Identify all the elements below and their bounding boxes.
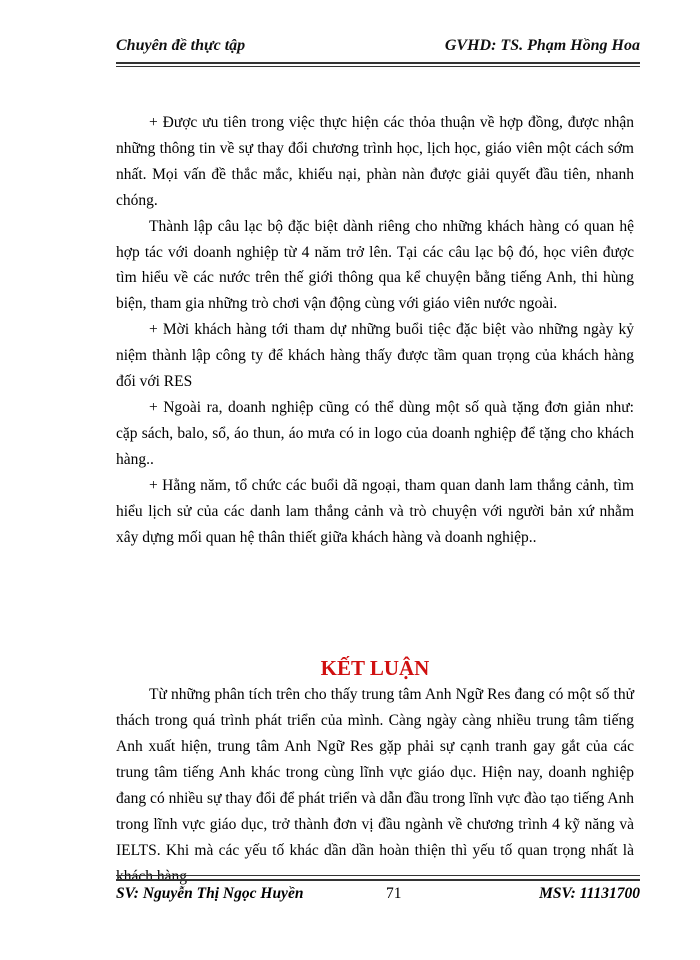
- page-header: [116, 36, 640, 56]
- paragraph-club: Thành lập câu lạc bộ đặc biệt dành riêng cho những khách hàng có quan hệ hợp tác với doanh nghiệp từ 4 năm trở lên. Tại các câu lạc bộ đó, học viên được tìm hiểu về các nước trên thế giới thông qua kể chuyện bằng tiếng Anh, thi hùng biện, tham gia những trò chơi vận động cùng với giáo viên nước ngoài.: [116, 217, 634, 313]
- conclusion-heading: KẾT LUẬN: [320, 656, 430, 681]
- page-number: 71: [386, 885, 402, 902]
- footer-student-id: MSV: 11131700: [539, 885, 640, 902]
- header-rule-thin: [116, 66, 640, 67]
- header-rule: [116, 62, 640, 64]
- page-body: [116, 110, 634, 890]
- paragraph-gifts: + Ngoài ra, doanh nghiệp cũng có thể dùng một số quà tặng đơn giản như: cặp sách, balo, sổ, áo thun, áo mưa có in logo của doanh nghiệp để tặng cho khách hàng..: [116, 398, 634, 468]
- footer-rule-thin: [116, 875, 640, 876]
- paragraph-priority: + Được ưu tiên trong việc thực hiện các thỏa thuận về hợp đồng, được nhận những thông tin về sự thay đổi chương trình học, lịch học, giáo viên một cách sớm nhất. Mọi vấn đề thắc mắc, khiếu nại, phàn nàn được giải quyết đầu tiên, nhanh chóng.: [116, 114, 634, 209]
- header-topic: Chuyên đề thực tập: [116, 37, 246, 54]
- paragraph-trips: + Hằng năm, tổ chức các buổi dã ngoại, tham quan danh lam thắng cảnh, tìm hiểu lịch sử của các danh lam thắng cảnh và trò chuyện với người bản xứ nhằm xây dựng mối quan hệ thân thiết giữa khách hàng và doanh nghiệp..: [116, 476, 634, 546]
- paragraph-conclusion: Từ những phân tích trên cho thấy trung tâm Anh Ngữ Res đang có một số thử thách trong quá trình phát triển của mình. Càng ngày càng nhiều trung tâm tiếng Anh xuất hiện, trung tâm Anh Ngữ Res gặp phải sự cạnh tranh gay gắt của các trung tâm tiếng Anh khác trong cùng lĩnh vực giáo dục. Hiện nay, doanh nghiệp đang có nhiều sự thay đổi để phát triển và dẫn đầu trong lĩnh vực đào tạo tiếng Anh trong lĩnh vực giáo dục, trở thành đơn vị đầu ngành về chương trình 4 kỹ năng và IELTS. Khi mà các yếu tố khác dần dần hoàn thiện thì yếu tố quan trọng nhất là khách hàng: [116, 686, 634, 885]
- footer-rule: [116, 879, 640, 881]
- paragraph-invitation: + Mời khách hàng tới tham dự những buổi tiệc đặc biệt vào những ngày kỷ niệm thành lập công ty để khách hàng thấy được tầm quan trọng của khách hàng đối với RES: [116, 321, 634, 391]
- footer-student-name: SV: Nguyễn Thị Ngọc Huyền: [116, 885, 304, 902]
- header-supervisor: GVHD: TS. Phạm Hồng Hoa: [444, 37, 640, 54]
